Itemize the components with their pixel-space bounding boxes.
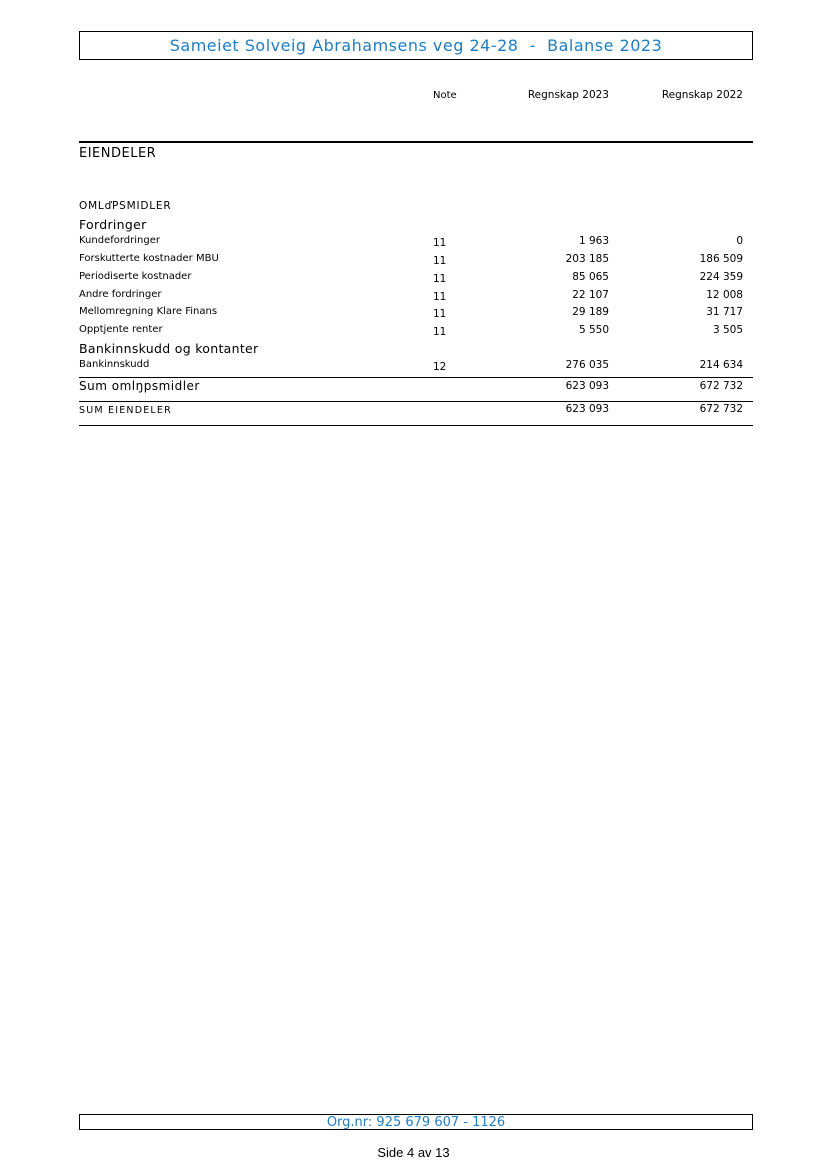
row-value-2022: 224 359: [699, 271, 743, 283]
row-value-2022: 12 008: [706, 289, 743, 301]
row-value-2023: 1 963: [578, 235, 609, 247]
row-value-2022: 3 505: [712, 324, 743, 336]
header-regnskap-2022: Regnskap 2022: [661, 89, 743, 101]
sum-eiendeler-label: SUM EIENDELER: [79, 405, 172, 416]
row-note: 12: [433, 361, 447, 373]
row-note: 11: [433, 308, 447, 320]
row-value-2023: 276 035: [565, 359, 609, 371]
row-label: Andre fordringer: [79, 289, 162, 300]
sum-divider: [79, 377, 753, 378]
row-value-2022: 214 634: [699, 359, 743, 371]
header-divider: [79, 141, 753, 143]
row-label: Kundefordringer: [79, 235, 160, 246]
row-value-2022: 31 717: [706, 306, 743, 318]
row-label: Forskutterte kostnader MBU: [79, 253, 219, 264]
page-number: Side 4 av 13: [377, 1145, 450, 1160]
row-label: Mellomregning Klare Finans: [79, 306, 218, 317]
row-label: Opptjente renter: [79, 324, 163, 335]
footer-org-box: [79, 1114, 753, 1130]
sum-omlopsmidler-label: Sum omlŋpsmidler: [79, 379, 200, 393]
row-note: 11: [433, 273, 447, 285]
document-title-text: Sameiet Solveig Abrahamsens veg 24-28 - Balanse 2023: [169, 36, 663, 55]
header-note: Note: [433, 90, 457, 101]
row-value-2023: 5 550: [578, 324, 609, 336]
row-note: 11: [433, 291, 447, 303]
row-note: 11: [433, 237, 447, 249]
group-heading-fordringer: Fordringer: [79, 217, 147, 232]
sum-omlopsmidler-2023: 623 093: [565, 380, 609, 392]
header-regnskap-2023: Regnskap 2023: [527, 89, 609, 101]
group-heading-bankinnskudd: Bankinnskudd og kontanter: [79, 341, 259, 356]
sum-eiendeler-2023: 623 093: [565, 403, 609, 415]
sum-omlopsmidler-2022: 672 732: [699, 380, 743, 392]
row-note: 11: [433, 326, 447, 338]
total-divider: [79, 401, 753, 402]
row-value-2022: 186 509: [699, 253, 743, 265]
section-heading-eiendeler: EIENDELER: [79, 146, 157, 161]
row-value-2022: 0: [736, 235, 743, 247]
org-number: Org.nr: 925 679 607 - 1126: [326, 1114, 506, 1130]
row-value-2023: 203 185: [565, 253, 609, 265]
row-value-2023: 29 189: [572, 306, 609, 318]
row-value-2023: 85 065: [572, 271, 609, 283]
sum-eiendeler-2022: 672 732: [699, 403, 743, 415]
row-label: Bankinnskudd: [79, 359, 150, 370]
document-title: [79, 31, 753, 60]
subsection-heading-omlopsmidler: OMLďPSMIDLER: [79, 200, 172, 212]
table-bottom-rule: [79, 425, 753, 426]
row-value-2023: 22 107: [572, 289, 609, 301]
row-note: 11: [433, 255, 447, 267]
row-label: Periodiserte kostnader: [79, 271, 192, 282]
